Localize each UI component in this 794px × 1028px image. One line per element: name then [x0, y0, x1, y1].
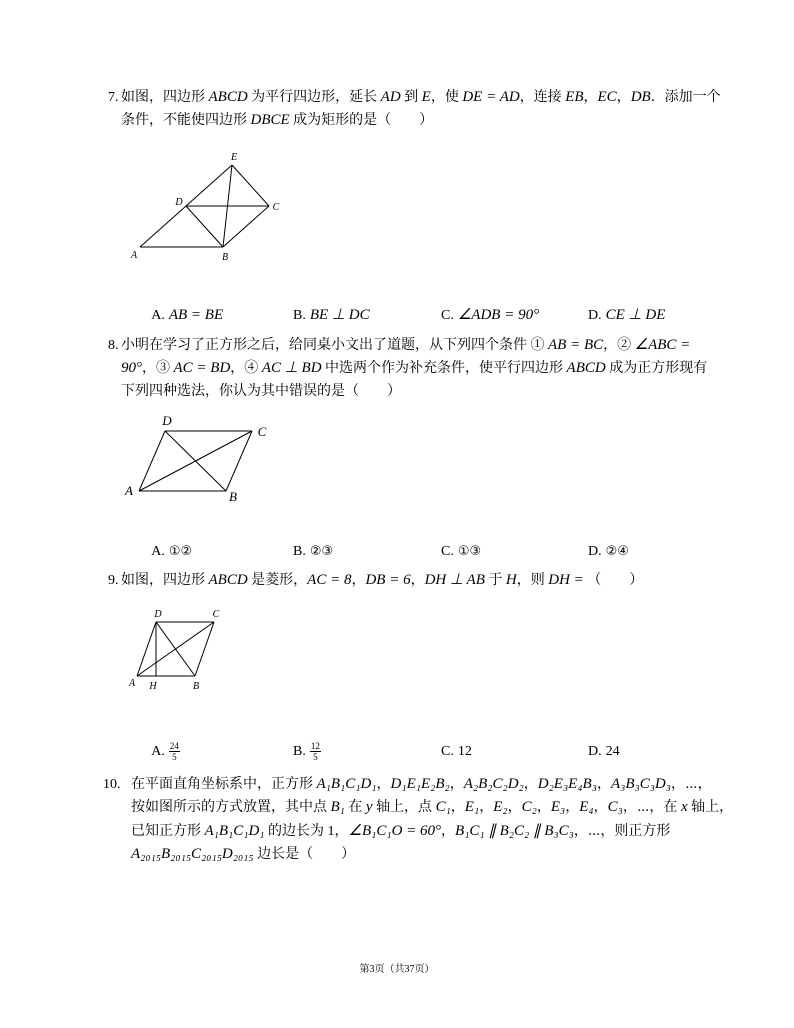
- option-letter: B.: [293, 308, 306, 323]
- segment-da: [139, 431, 165, 491]
- question-line: [121, 357, 707, 380]
- math-expression: DB: [630, 89, 651, 105]
- point-label-b: B: [221, 252, 229, 263]
- point-label-a: A: [128, 678, 136, 689]
- segment-bc: [226, 431, 252, 491]
- point-label-a: A: [125, 483, 133, 498]
- option-c: [420, 717, 472, 759]
- option-a: [131, 281, 224, 323]
- option-letter: C.: [441, 744, 454, 759]
- question-line: [121, 569, 643, 592]
- segment-ec: [232, 165, 269, 206]
- point-label-d: D: [175, 197, 183, 208]
- point-label-d: D: [162, 413, 172, 428]
- question-text: ，则: [516, 573, 549, 588]
- math-expression: EC: [597, 89, 617, 105]
- math-expression: x: [680, 799, 688, 815]
- math-expression: AB = BC: [548, 337, 604, 353]
- numerator: 24: [169, 741, 179, 752]
- question-text: ，: [450, 800, 465, 815]
- math-expression: E₃: [550, 799, 566, 815]
- question-text: 在: [344, 800, 366, 815]
- option-value: ∠ADB = 90°: [457, 307, 540, 323]
- point-label-h: H: [149, 681, 157, 692]
- page-footer: 第3页（共37页）: [359, 964, 435, 975]
- question-line: [131, 843, 355, 866]
- option-d: [567, 517, 629, 559]
- question-text: ，: [523, 777, 538, 792]
- math-expression: y: [365, 799, 373, 815]
- fraction: [310, 741, 321, 762]
- question-text: 在平面直角坐标系中，正方形: [131, 777, 317, 792]
- option-value: 24: [605, 744, 620, 759]
- figure-parallelogram-abcd: [120, 410, 280, 510]
- math-expression: C₁: [435, 799, 451, 815]
- math-expression: ABCD: [566, 360, 606, 376]
- math-expression: E₂: [493, 799, 508, 815]
- question-text: 如图，四边形: [121, 573, 209, 588]
- fraction: [169, 741, 180, 762]
- question-text: ，④: [230, 361, 262, 376]
- question-number: 8.: [108, 338, 119, 353]
- option-value: AB = BE: [168, 307, 224, 323]
- point-label-b: B: [229, 489, 237, 504]
- option-a: [131, 717, 180, 763]
- math-expression: DH =: [548, 572, 584, 588]
- question-text: ，: [479, 800, 494, 815]
- question-line: [131, 773, 712, 796]
- math-expression: C₂: [521, 799, 537, 815]
- question-text: 下列四种选法，你认为其中错误的是（ ）: [121, 384, 401, 399]
- question-line: [121, 380, 401, 403]
- math-expression: A₂B₂C₂D₂: [463, 776, 524, 792]
- question-text: 为平行四边形，延长: [247, 90, 381, 105]
- question-text: 已知正方形: [131, 824, 205, 839]
- question-text: ，⋯，则正方形: [573, 824, 671, 839]
- question-number: 9.: [108, 573, 119, 588]
- question-text: ，连接: [519, 90, 566, 105]
- question-text: 如图，四边形: [121, 90, 209, 105]
- option-letter: B.: [293, 744, 306, 759]
- question-text: 于: [484, 573, 506, 588]
- point-label-b: B: [192, 681, 200, 692]
- option-letter: A.: [151, 544, 165, 559]
- math-expression: ABCD: [208, 572, 248, 588]
- math-expression: B₁C₁ ∥ B₂C₂ ∥ B₃C₃: [455, 823, 574, 839]
- option-letter: A.: [151, 308, 165, 323]
- question-text: ，: [583, 90, 598, 105]
- point-label-c: C: [212, 609, 220, 620]
- option-c: [420, 281, 540, 323]
- question-text: 小明在学习了正方形之后，给同桌小文出了道题，从下列四个条件 ①: [121, 338, 548, 353]
- figure-parallelogram-abcd-e: [120, 145, 290, 270]
- math-expression: 90°: [121, 360, 142, 376]
- question-text: ，⋯，: [670, 777, 712, 792]
- option-letter: C.: [441, 544, 454, 559]
- question-text: ，: [351, 573, 366, 588]
- question-line: [121, 109, 433, 132]
- math-expression: D₂E₃E₄B₃: [537, 776, 597, 792]
- question-number: 10.: [103, 777, 121, 792]
- question-text: ，: [536, 800, 551, 815]
- math-expression: AD: [380, 89, 401, 105]
- option-letter: B.: [293, 544, 306, 559]
- point-label-a: A: [130, 250, 138, 261]
- math-expression: A₃B₃C₃D₃: [610, 776, 671, 792]
- question-text: 按如图所示的方式放置，其中点: [131, 800, 331, 815]
- diagonal-bd: [156, 622, 195, 676]
- math-expression: DBCE: [250, 112, 290, 128]
- question-text: ，: [565, 800, 580, 815]
- question-text: ，: [596, 777, 611, 792]
- math-expression: B₁: [330, 799, 345, 815]
- option-d: [567, 717, 620, 759]
- option-letter: D.: [588, 544, 602, 559]
- math-expression: ABCD: [208, 89, 248, 105]
- question-text: 成为正方形现有: [605, 361, 708, 376]
- denominator: 5: [313, 752, 318, 763]
- math-expression: AC = 8: [307, 572, 352, 588]
- question-line: [131, 820, 670, 843]
- question-text: ，⋯，在: [622, 800, 681, 815]
- option-b: [272, 281, 370, 323]
- question-text: ，: [410, 573, 425, 588]
- option-b: [272, 717, 321, 763]
- math-expression: E₁: [464, 799, 480, 815]
- question-text: 是菱形，: [247, 573, 308, 588]
- option-value: ②④: [605, 544, 629, 559]
- option-d: [567, 281, 666, 323]
- option-letter: C.: [441, 308, 454, 323]
- question-text: ，使: [430, 90, 463, 105]
- question-text: ，: [507, 800, 522, 815]
- option-value: ①②: [168, 544, 193, 559]
- math-expression: A₂₀₁₅B₂₀₁₅C₂₀₁₅D₂₀₁₅: [131, 846, 254, 862]
- option-value: ②③: [309, 544, 334, 559]
- question-text: ，: [376, 777, 391, 792]
- math-expression: ∠ABC =: [634, 337, 691, 353]
- option-b: [272, 517, 334, 559]
- math-expression: D₁E₁E₂B₂: [390, 776, 450, 792]
- figure-rhombus-abcd: [125, 605, 230, 695]
- denominator: 5: [172, 752, 177, 763]
- point-label-e: E: [230, 152, 238, 163]
- segment-da: [137, 622, 156, 676]
- question-text: ，: [449, 777, 464, 792]
- question-line: [131, 796, 733, 819]
- math-expression: AC ⊥ BD: [261, 360, 322, 376]
- math-expression: H: [505, 572, 517, 588]
- segment-bc: [223, 206, 269, 247]
- question-text: 轴上，点: [372, 800, 436, 815]
- numerator: 12: [310, 741, 320, 752]
- question-line: [121, 334, 690, 357]
- question-text: ，: [441, 824, 456, 839]
- math-expression: E: [421, 89, 431, 105]
- math-expression: E₄: [579, 799, 594, 815]
- question-text: ，③: [142, 361, 174, 376]
- point-label-d: D: [154, 609, 162, 620]
- question-text: ，: [616, 90, 631, 105]
- math-expression: ∠B₁C₁O = 60°: [348, 823, 442, 839]
- option-letter: A.: [151, 744, 165, 759]
- math-expression: EB: [565, 89, 584, 105]
- option-a: [131, 517, 193, 559]
- math-expression: C₃: [607, 799, 623, 815]
- question-line: [121, 86, 721, 109]
- question-text: 的边长为 1，: [264, 824, 349, 839]
- question-text: 轴上，: [687, 800, 734, 815]
- option-c: [420, 517, 482, 559]
- segment-db: [186, 206, 223, 247]
- diagonal-bd: [165, 431, 226, 491]
- question-text: 成为矩形的是（ ）: [289, 113, 434, 128]
- question-text: ．添加一个: [650, 90, 721, 105]
- math-expression: A₁B₁C₁D₁: [204, 823, 265, 839]
- math-expression: DE = AD: [462, 89, 520, 105]
- question-text: ，: [593, 800, 608, 815]
- option-value: 12: [457, 744, 472, 759]
- point-label-c: C: [257, 424, 267, 439]
- question-text: ，②: [603, 338, 635, 353]
- option-value: BE ⊥ DC: [309, 307, 370, 323]
- question-text: 中选两个作为补充条件，使平行四边形: [321, 361, 567, 376]
- question-text: 到: [400, 90, 422, 105]
- option-value: ①③: [457, 544, 482, 559]
- math-expression: AC = BD: [173, 360, 231, 376]
- question-text: 边长是（ ）: [253, 847, 356, 862]
- option-letter: D.: [588, 308, 602, 323]
- math-expression: DB = 6: [365, 572, 411, 588]
- math-expression: DH ⊥ AB: [424, 572, 485, 588]
- question-number: 7.: [108, 90, 119, 105]
- question-text: 条件，不能使四边形: [121, 113, 251, 128]
- segment-bc: [195, 622, 214, 676]
- question-text: （ ）: [583, 573, 644, 588]
- option-letter: D.: [588, 744, 602, 759]
- option-value: CE ⊥ DE: [605, 307, 666, 323]
- point-label-c: C: [272, 202, 280, 213]
- math-expression: A₁B₁C₁D₁: [316, 776, 377, 792]
